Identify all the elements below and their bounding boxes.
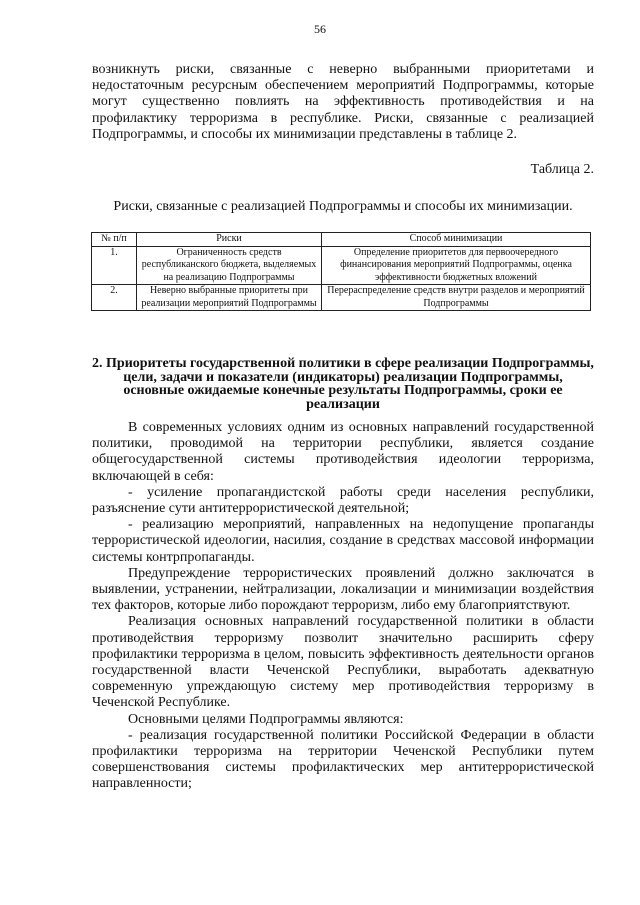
body-paragraph: Основными целями Подпрограммы являются: bbox=[128, 711, 404, 727]
row-method: Перераспределение средств внутри разделов и мероприятий Подпрограммы bbox=[322, 285, 591, 311]
header-number: № п/п bbox=[92, 233, 137, 247]
table-label: Таблица 2. bbox=[530, 162, 594, 177]
header-risks: Риски bbox=[137, 233, 322, 247]
row-risk: Ограниченность средств республиканского бюджета, выделяемых на реализацию Подпрограммы bbox=[137, 247, 322, 285]
row-method: Определение приоритетов для первоочередного финансирования мероприятий Подпрограммы, оценка эффективности бюджетных вложений bbox=[322, 247, 591, 285]
body-paragraph: В современных условиях одним из основных направлений государственной политики, проводимой на территории республики, является создание общегосударственной системы противодействия идеологии терроризма, включающей в себя: bbox=[92, 420, 594, 484]
body-paragraph: Предупреждение террористических проявлений должно заключатся в выявлении, устранении, нейтрализации, локализации и минимизации воздействия тех факторов, которые либо порождают терроризм, либо ему благоприятствуют. bbox=[92, 565, 594, 614]
row-risk: Неверно выбранные приоритеты при реализации мероприятий Подпрограммы bbox=[137, 285, 322, 311]
row-number: 1. bbox=[92, 247, 137, 285]
page-number: 56 bbox=[314, 22, 326, 36]
table-caption: Риски, связанные с реализацией Подпрограммы и способы их минимизации. bbox=[113, 199, 573, 214]
header-minimization: Способ минимизации bbox=[322, 233, 591, 247]
intro-paragraph: возникнуть риски, связанные с неверно выбранными приоритетами и недостаточным ресурсным обеспечением мероприятий Подпрограммы, которые могут существенно повлиять на эффективность противодействия и на профилактику терроризма в республике. Риски, связанные с реализацией Подпрограммы, и способы их минимизации представлены в таблице 2. bbox=[92, 62, 594, 142]
table-row bbox=[92, 247, 591, 285]
risk-table bbox=[91, 232, 591, 311]
body-paragraph: Реализация основных направлений государственной политики в области противодействия терроризму позволит значительно расширить сферу профилактики терроризма в целом, повысить эффективность деятельности органов государственной власти Чеченской Республики, выработать адекватную современную упреждающую систему мер противодействия терроризму в Чеченской Республике. bbox=[92, 614, 594, 711]
section-heading: 2. Приоритеты государственной политики в сфере реализации Подпрограммы, цели, задачи и показатели (индикаторы) реализации Подпрограммы, основные ожидаемые конечные результаты Подпрограммы, сроки ее реализации bbox=[92, 356, 594, 412]
body-paragraph: - реализацию мероприятий, направленных на недопущение пропаганды террористической идеологии, насилия, создание в средствах массовой информации системы контрпропаганды. bbox=[92, 517, 594, 565]
body-paragraph: - усиление пропагандистской работы среди населения республики, разъяснение сути антитеррористической деятельной; bbox=[92, 484, 594, 517]
body-text bbox=[92, 420, 594, 793]
table-row bbox=[92, 285, 591, 311]
body-paragraph: - реализация государственной политики Российской Федерации в области профилактики терроризма на территории Чеченской Республики путем совершенствования системы профилактических мер антитеррористической направленности; bbox=[92, 727, 594, 792]
table-header-row bbox=[92, 233, 591, 247]
row-number: 2. bbox=[92, 285, 137, 311]
